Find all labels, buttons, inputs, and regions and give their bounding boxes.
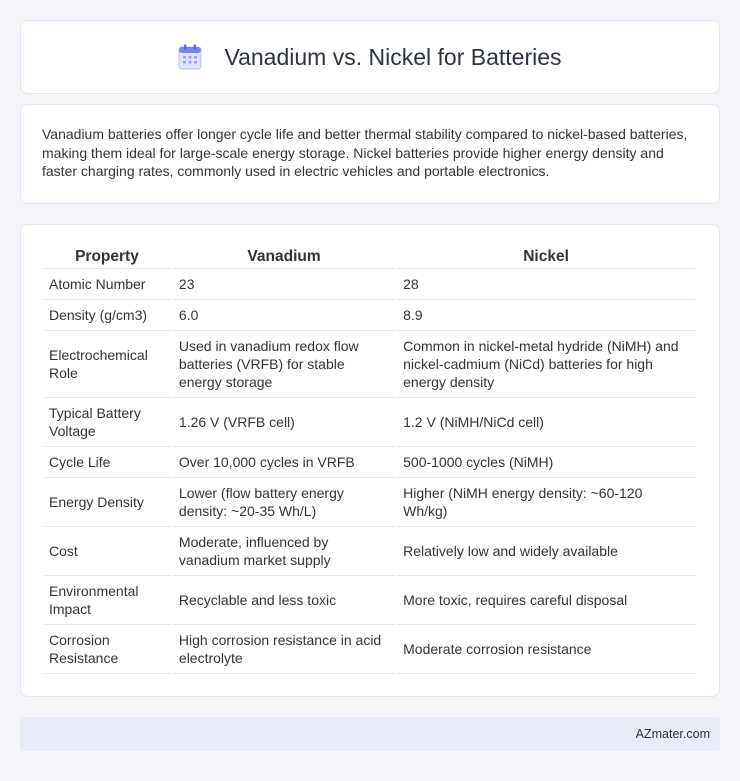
row-nickel: 500-1000 cycles (NiMH)	[397, 447, 695, 478]
row-vanadium: Moderate, influenced by vanadium market supply	[173, 527, 395, 576]
intro-text: Vanadium batteries offer longer cycle life and better thermal stability compared to nickel-based batteries, making them ideal for large-scale energy storage. Nickel batteries provide higher energy density and faster charging rates, commonly used in electric vehicles and portable electronics.	[42, 126, 688, 179]
footer-site-link[interactable]: AZmater.com	[635, 727, 710, 741]
header-nickel: Nickel	[397, 245, 695, 269]
row-property: Electrochemical Role	[43, 331, 171, 398]
row-property: Atomic Number	[43, 269, 171, 300]
row-vanadium: 1.26 V (VRFB cell)	[173, 398, 395, 447]
row-nickel: Common in nickel-metal hydride (NiMH) and nickel-cadmium (NiCd) batteries for high energy density	[397, 331, 695, 398]
row-nickel: Higher (NiMH energy density: ~60-120 Wh/kg)	[397, 478, 695, 527]
row-vanadium: Recyclable and less toxic	[173, 576, 395, 625]
row-vanadium: Over 10,000 cycles in VRFB	[173, 447, 395, 478]
header-vanadium: Vanadium	[173, 245, 395, 269]
row-nickel: Moderate corrosion resistance	[397, 625, 695, 674]
footer	[20, 717, 720, 751]
table-row	[43, 269, 695, 300]
table-row	[43, 527, 695, 576]
row-vanadium: Lower (flow battery energy density: ~20-35 Wh/L)	[173, 478, 395, 527]
intro-card	[20, 104, 720, 204]
row-property: Density (g/cm3)	[43, 300, 171, 331]
comparison-table-card	[20, 224, 720, 697]
table-row	[43, 398, 695, 447]
row-vanadium: Used in vanadium redox flow batteries (VRFB) for stable energy storage	[173, 331, 395, 398]
header-property: Property	[43, 245, 171, 269]
table-row	[43, 625, 695, 674]
table-row	[43, 331, 695, 398]
title-wrap	[178, 44, 561, 71]
comparison-table	[41, 245, 697, 674]
row-property: Energy Density	[43, 478, 171, 527]
table-row	[43, 300, 695, 331]
row-nickel: Relatively low and widely available	[397, 527, 695, 576]
row-property: Environmental Impact	[43, 576, 171, 625]
header-card	[20, 20, 720, 94]
row-vanadium: High corrosion resistance in acid electrolyte	[173, 625, 395, 674]
row-vanadium: 23	[173, 269, 395, 300]
row-nickel: More toxic, requires careful disposal	[397, 576, 695, 625]
table-header-row	[43, 245, 695, 269]
row-nickel: 28	[397, 269, 695, 300]
row-property: Cycle Life	[43, 447, 171, 478]
row-property: Corrosion Resistance	[43, 625, 171, 674]
row-nickel: 1.2 V (NiMH/NiCd cell)	[397, 398, 695, 447]
row-property: Typical Battery Voltage	[43, 398, 171, 447]
row-nickel: 8.9	[397, 300, 695, 331]
row-property: Cost	[43, 527, 171, 576]
table-row	[43, 447, 695, 478]
page-title: Vanadium vs. Nickel for Batteries	[224, 43, 562, 70]
table-row	[43, 478, 695, 527]
row-vanadium: 6.0	[173, 300, 395, 331]
table-row	[43, 576, 695, 625]
calendar-icon	[178, 44, 202, 70]
